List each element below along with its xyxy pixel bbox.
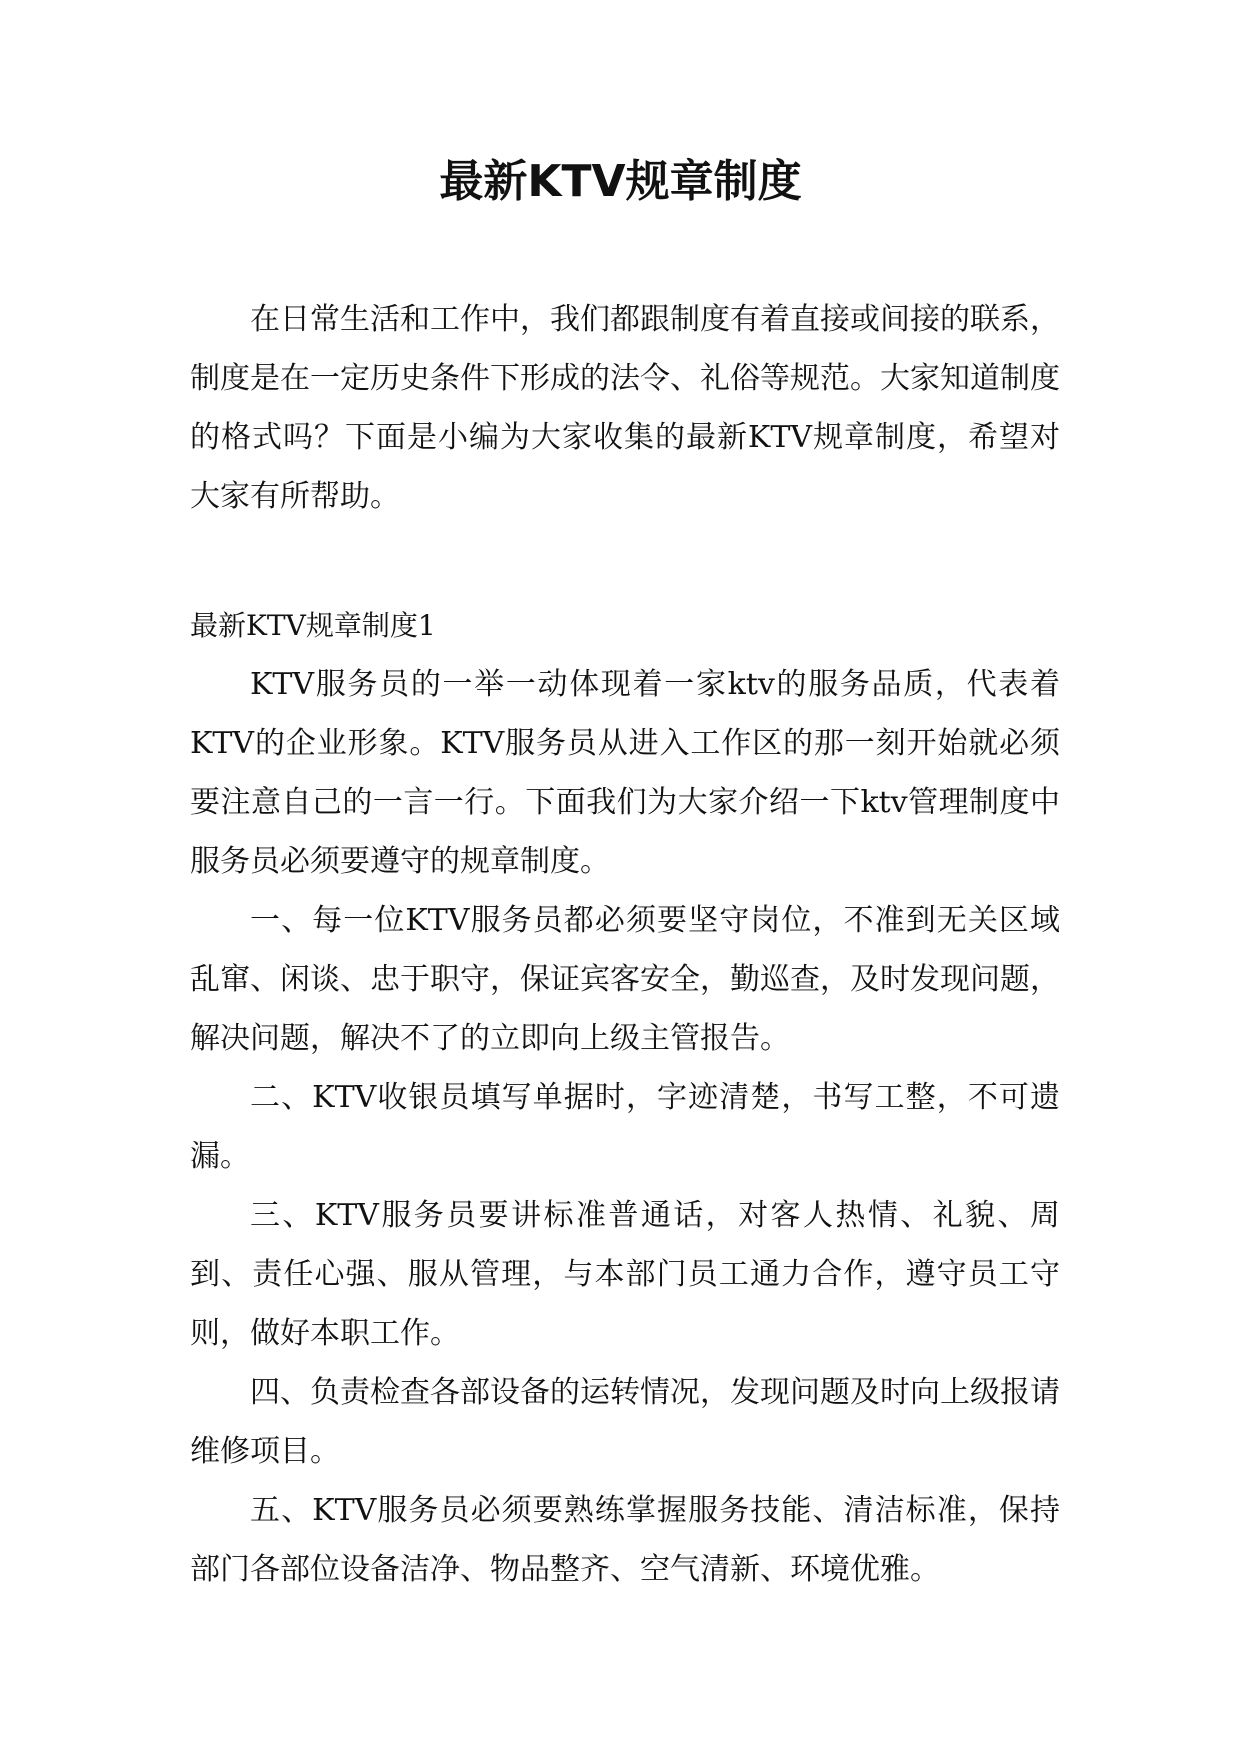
rule-paragraph-3: 三、KTV服务员要讲标准普通话，对客人热情、礼貌、周到、责任心强、服从管理，与本部门员工通力合作，遵守员工守则，做好本职工作。 (190, 1198, 1060, 1351)
section-heading: 最新KTV规章制度1 (190, 609, 436, 642)
intro-paragraph: 在日常生活和工作中，我们都跟制度有着直接或间接的联系，制度是在一定历史条件下形成的法令、礼俗等规范。大家知道制度的格式吗？下面是小编为大家收集的最新KTV规章制度，希望对大家有所帮助。 (190, 302, 1060, 514)
rule-paragraph-1: 一、每一位KTV服务员都必须要坚守岗位，不准到无关区域乱窜、闲谈、忠于职守，保证宾客安全，勤巡查，及时发现问题，解决问题，解决不了的立即向上级主管报告。 (190, 903, 1060, 1056)
body-paragraph: KTV服务员的一举一动体现着一家ktv的服务品质，代表着KTV的企业形象。KTV服务员从进入工作区的那一刻开始就必须要注意自己的一言一行。下面我们为大家介绍一下ktv管理制度中服务员必须要遵守的规章制度。 (190, 667, 1060, 879)
rule-paragraph-5: 五、KTV服务员必须要熟练掌握服务技能、清洁标准，保持部门各部位设备洁净、物品整齐、空气清新、环境优雅。 (190, 1493, 1060, 1587)
rule-paragraph-4: 四、负责检查各部设备的运转情况，发现问题及时向上级报请维修项目。 (190, 1375, 1060, 1469)
document-body (190, 290, 1060, 1599)
document-title: 最新KTV规章制度 (439, 156, 802, 207)
rule-paragraph-2: 二、KTV收银员填写单据时，字迹清楚，书写工整，不可遗漏。 (190, 1080, 1060, 1174)
section-spacer (190, 526, 1060, 596)
